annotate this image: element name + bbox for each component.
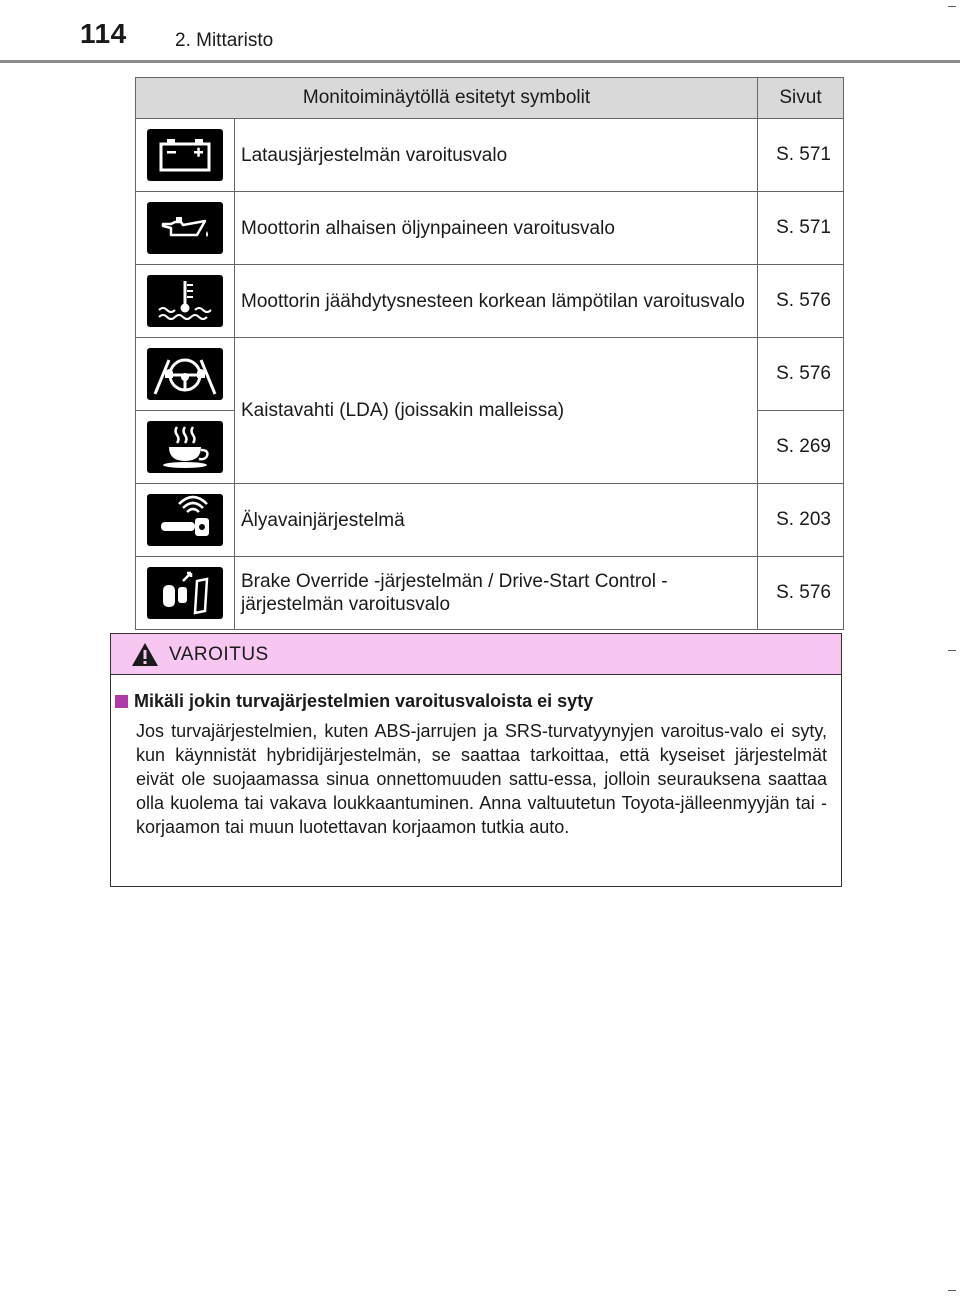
crop-mark [948, 650, 956, 651]
warning-body [111, 675, 841, 839]
symbol-description: Latausjärjestelmän varoitusvalo [235, 119, 758, 192]
table-row [136, 338, 844, 411]
symbol-description: Kaistavahti (LDA) (joissakin malleissa) [235, 338, 758, 484]
symbol-description: Älyavainjärjestelmä [235, 484, 758, 557]
page-reference: S. 571 [758, 119, 844, 192]
warning-triangle-icon [131, 642, 159, 667]
warning-header [111, 634, 841, 675]
square-bullet-icon [115, 695, 128, 708]
table-row [136, 557, 844, 630]
header-rule [0, 60, 960, 63]
table-row [136, 265, 844, 338]
crop-mark [948, 6, 956, 7]
warning-box [110, 633, 842, 887]
brake-override-icon [147, 567, 223, 619]
oil-can-icon [147, 202, 223, 254]
table-header-row [136, 78, 844, 119]
symbol-description: Moottorin jäähdytysnesteen korkean lämpötilan varoitusvalo [235, 265, 758, 338]
page-reference: S. 203 [758, 484, 844, 557]
symbol-description: Brake Override -järjestelmän / Drive-Start Control -järjestelmän varoitusvalo [235, 557, 758, 630]
page-reference: S. 576 [758, 265, 844, 338]
warning-text: Jos turvajärjestelmien, kuten ABS-jarrujen ja SRS-turvatyynyjen varoitus-valo ei syty, kun käynnistät hybridijärjestelmän, se saattaa tarkoittaa, että kyseiset järjestelmät eivät ole suojaamassa sinua onnettomuuden sattu-essa, jolloin seurauksena saattaa olla kuolema tai vakava loukkaantuminen. Anna valtuutetun Toyota-jälleenmyyjän tai -korjaamon tai muun luotettavan korjaamon tutkia auto. [136, 721, 827, 837]
symbols-table [135, 77, 844, 630]
chapter-title: 2. Mittaristo [175, 30, 274, 51]
battery-icon [147, 129, 223, 181]
warning-label: VAROITUS [169, 644, 269, 665]
steering-wheel-hands-icon [147, 348, 223, 400]
page-reference: S. 576 [758, 557, 844, 630]
coffee-cup-icon [147, 421, 223, 473]
page-reference: S. 571 [758, 192, 844, 265]
page-header [0, 0, 960, 64]
warning-heading [115, 689, 827, 713]
page-reference: S. 576 [758, 338, 844, 411]
smart-key-icon [147, 494, 223, 546]
symbol-description: Moottorin alhaisen öljynpaineen varoitusvalo [235, 192, 758, 265]
pages-column-header: Sivut [758, 78, 844, 119]
table-row [136, 119, 844, 192]
warning-heading-text: Mikäli jokin turvajärjestelmien varoitusvaloista ei syty [134, 691, 594, 711]
crop-mark [948, 1290, 956, 1291]
coolant-temperature-icon [147, 275, 223, 327]
symbols-column-header: Monitoiminäytöllä esitetyt symbolit [136, 78, 758, 119]
table-row [136, 192, 844, 265]
page-reference: S. 269 [758, 411, 844, 484]
table-row [136, 484, 844, 557]
page-number: 114 [80, 18, 127, 49]
